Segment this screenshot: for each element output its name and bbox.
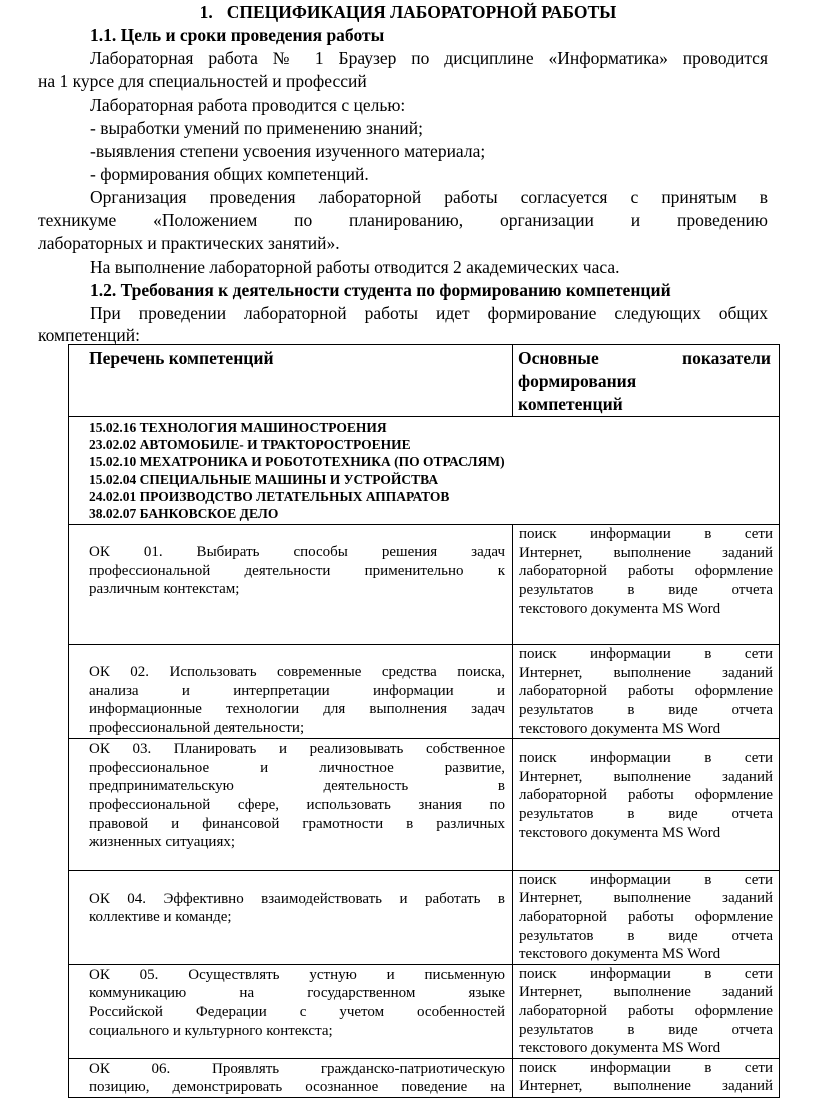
indicator-cell — [513, 964, 780, 1058]
title-number: 1. — [199, 2, 213, 22]
paragraph-line: Организация проведения лабораторной работы согласуется с принятым в — [90, 187, 768, 207]
competency-line: профессиональной сфере, использовать знания по — [89, 796, 505, 813]
competency-line: коммуникацию на государственном языке — [89, 985, 505, 1002]
competency-line: ОК 06. Проявлять гражданско-патриотическую — [89, 1060, 505, 1077]
table-row — [69, 964, 780, 1058]
competency-cell — [69, 739, 513, 871]
paragraph-line: на 1 курсе для специальностей и профессий — [38, 71, 367, 91]
indicator-line: Интернет, выполнение заданий — [519, 664, 773, 681]
competency-cell — [69, 1058, 513, 1097]
specialty: 15.02.10 МЕХАТРОНИКА И РОБОТОТЕХНИКА (ПО ОТРАСЛЯМ) — [89, 454, 505, 470]
competency-line: социального и культурного контекста; — [89, 1022, 333, 1039]
table-row — [69, 739, 780, 871]
indicator-cell — [513, 645, 780, 739]
table-row — [69, 525, 780, 645]
indicator-cell — [513, 870, 780, 964]
indicator-cell — [513, 1058, 780, 1097]
competency-cell — [69, 964, 513, 1058]
indicator-line: Интернет, выполнение заданий — [519, 890, 773, 907]
competency-line: анализа и интерпретации информации и — [89, 682, 505, 699]
table-row — [69, 645, 780, 739]
competency-line: позицию, демонстрировать осознанное поведение на — [89, 1079, 505, 1096]
header-indicators — [513, 345, 780, 417]
indicator-line: поиск информации в сети — [519, 965, 773, 982]
competency-line: Российской Федерации с учетом особенностей — [89, 1003, 505, 1020]
specialty: 15.02.04 СПЕЦИАЛЬНЫЕ МАШИНЫ И УСТРОЙСТВА — [89, 471, 439, 487]
paragraph-line: лабораторных и практических занятий». — [38, 233, 340, 253]
header-right-line: компетенций — [518, 394, 623, 414]
title-text: СПЕЦИФИКАЦИЯ ЛАБОРАТОРНОЙ РАБОТЫ — [226, 2, 617, 22]
specialty: 38.02.07 БАНКОВСКОЕ ДЕЛО — [89, 506, 279, 522]
competency-line: жизненных ситуациях; — [89, 834, 236, 851]
indicator-line: поиск информации в сети — [519, 871, 773, 888]
header-competencies — [69, 345, 513, 417]
section-1-2-heading: 1.2. Требования к деятельности студента по формированию компетенций — [90, 280, 671, 300]
competency-line: ОК 05. Осуществлять устную и письменную — [89, 966, 505, 983]
paragraph-line: На выполнение лабораторной работы отводится 2 академических часа. — [90, 257, 620, 277]
list-item: - выработки умений по применению знаний; — [90, 118, 424, 138]
indicator-line: лабораторной работы оформление — [519, 787, 773, 804]
header-right-line: Основные показатели — [518, 348, 771, 368]
indicator-line: результатов в виде отчета — [519, 1021, 773, 1038]
section-1-1-heading: 1.1. Цель и сроки проведения работы — [90, 25, 385, 45]
competency-cell — [69, 870, 513, 964]
specialties-row — [69, 417, 780, 525]
list-item: - формирования общих компетенций. — [90, 164, 369, 184]
indicator-line: лабораторной работы оформление — [519, 683, 773, 700]
indicator-line: лабораторной работы оформление — [519, 908, 773, 925]
indicator-line: поиск информации в сети — [519, 526, 773, 543]
list-item: -выявления степени усвоения изученного материала; — [90, 141, 486, 161]
indicator-line: текстового документа MS Word — [519, 720, 721, 737]
table-row — [69, 870, 780, 964]
specialties-cell — [69, 417, 780, 525]
indicator-line: текстового документа MS Word — [519, 824, 721, 841]
indicator-cell — [513, 525, 780, 645]
paragraph-line: компетенций: — [38, 325, 140, 345]
competency-line: ОК 03. Планировать и реализовывать собственное — [89, 741, 505, 758]
indicator-line: поиск информации в сети — [519, 646, 773, 663]
indicator-line: Интернет, выполнение заданий — [519, 768, 773, 785]
indicator-line: результатов в виде отчета — [519, 927, 773, 944]
specialty: 15.02.16 ТЕХНОЛОГИЯ МАШИНОСТРОЕНИЯ — [89, 420, 387, 435]
competency-line: коллективе и команде; — [89, 909, 232, 926]
competency-line: ОК 04. Эффективно взаимодействовать и работать в — [89, 890, 505, 907]
paragraph-line: Лабораторная работа № 1 Браузер по дисциплине «Информатика» проводится — [90, 48, 768, 68]
header-left-label: Перечень компетенций — [89, 348, 274, 368]
indicator-line: результатов в виде отчета — [519, 805, 773, 822]
competency-line: правовой и финансовой грамотности в различных — [89, 815, 505, 832]
competencies-table — [68, 344, 780, 1098]
competency-line: предпринимательскую деятельность в — [89, 778, 505, 795]
competency-line: ОК 01. Выбирать способы решения задач — [89, 544, 505, 561]
competency-line: профессиональной деятельности; — [89, 720, 305, 736]
indicator-line: поиск информации в сети — [519, 750, 773, 767]
paragraph-line: Лабораторная работа проводится с целью: — [90, 95, 406, 115]
paragraph-line: При проведении лабораторной работы идет формирование следующих общих — [90, 303, 768, 323]
competency-cell — [69, 645, 513, 739]
indicator-line: текстового документа MS Word — [519, 946, 721, 963]
indicator-line: текстового документа MS Word — [519, 1040, 721, 1057]
indicator-line: лабораторной работы оформление — [519, 1002, 773, 1019]
indicator-cell — [513, 739, 780, 871]
indicator-line: текстового документа MS Word — [519, 600, 721, 617]
indicator-line: лабораторной работы оформление — [519, 563, 773, 580]
paragraph-line: техникуме «Положением по планированию, организации и проведению — [38, 210, 768, 230]
table-header-row — [69, 345, 780, 417]
indicator-line: поиск информации в сети — [519, 1059, 773, 1076]
specialty: 23.02.02 АВТОМОБИЛЕ- И ТРАКТОРОСТРОЕНИЕ — [89, 437, 411, 453]
indicator-line: результатов в виде отчета — [519, 582, 773, 598]
indicator-line: Интернет, выполнение заданий — [519, 544, 773, 561]
page-title — [0, 1, 816, 23]
header-right-line: формирования — [518, 371, 637, 391]
competency-line: ОК 02. Использовать современные средства поиска, — [89, 664, 505, 681]
competency-line: информационные технологии для выполнения задач — [89, 701, 505, 718]
table-row — [69, 1058, 780, 1097]
indicator-line: Интернет, выполнение заданий — [519, 1078, 773, 1095]
specialty: 24.02.01 ПРОИЗВОДСТВО ЛЕТАТЕЛЬНЫХ АППАРАТОВ — [89, 488, 450, 504]
competency-line: профессиональной деятельности применительно к — [89, 562, 505, 579]
competency-cell — [69, 525, 513, 645]
competency-line: различным контекстам; — [89, 581, 240, 598]
indicator-line: результатов в виде отчета — [519, 702, 773, 718]
indicator-line: Интернет, выполнение заданий — [519, 984, 773, 1001]
competency-line: профессиональное и личностное развитие, — [89, 759, 505, 776]
